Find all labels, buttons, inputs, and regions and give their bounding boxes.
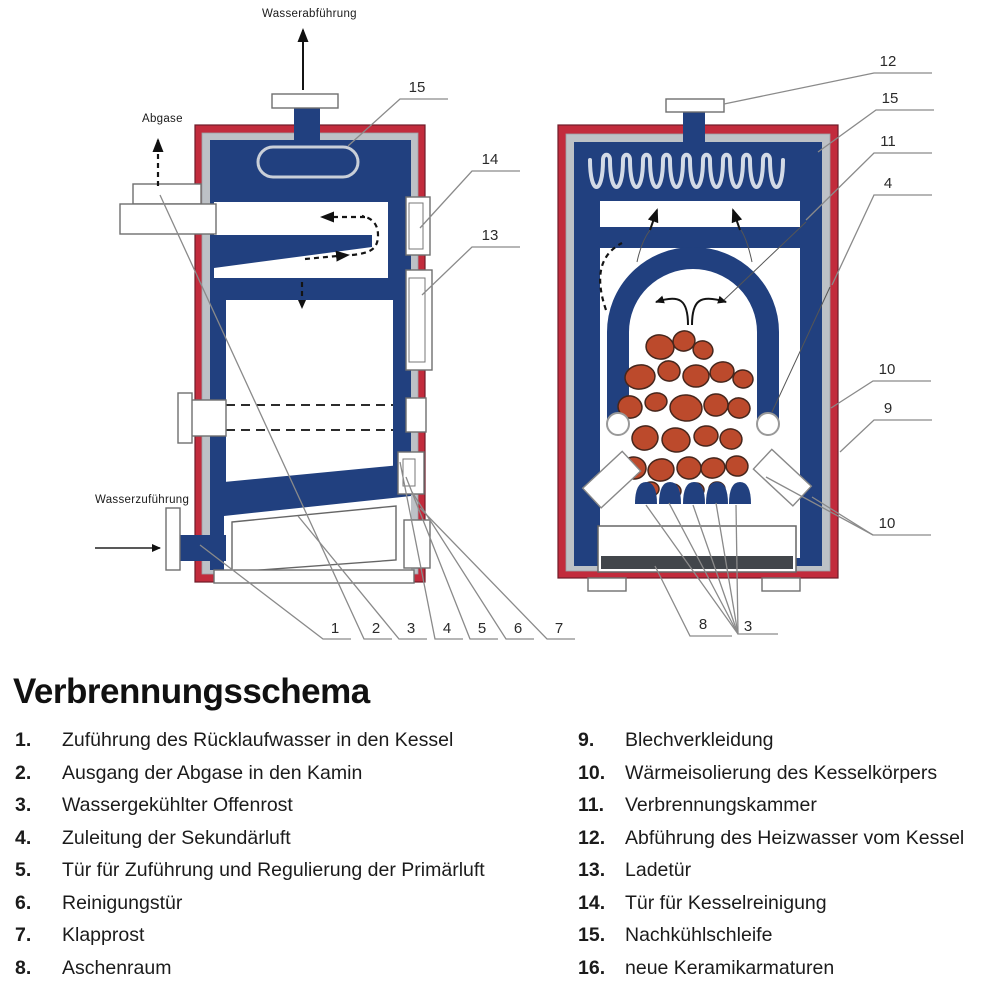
legend-item-label: Wassergekühlter Offenrost [62, 794, 293, 816]
callout-number: 8 [698, 616, 708, 633]
callout-number: 15 [881, 90, 899, 107]
boiler-foot [762, 578, 800, 591]
callout-number: 11 [880, 133, 896, 150]
legend-item-number: 11. [578, 794, 605, 816]
legend-item [578, 892, 993, 914]
legend-item-number: 4. [15, 826, 32, 849]
legend-item [578, 859, 993, 881]
callout-number: 10 [878, 361, 896, 378]
legend-item [578, 924, 993, 946]
legend-item [578, 957, 993, 979]
side-port [406, 398, 426, 432]
legend-item-label: neue Keramikarmaturen [625, 956, 835, 979]
water-inlet-label: Wasserzuführung [95, 494, 190, 506]
chimney-duct-upper [133, 184, 201, 204]
callout-number: 9 [883, 400, 893, 417]
secondary-air-opening [607, 413, 629, 435]
callout-number: 2 [371, 620, 381, 637]
legend-item-number: 15. [578, 924, 606, 946]
leader-12 [724, 73, 932, 104]
callout-number: 13 [481, 227, 499, 244]
callout-number: 3 [743, 618, 753, 635]
legend-item-label: Aschenraum [62, 956, 172, 979]
combustion-space [226, 300, 393, 482]
callout-number: 3 [406, 620, 416, 637]
water-outlet-label: Wasserabführung [262, 8, 357, 20]
callout-number: 14 [481, 151, 499, 168]
loading-door-13 [406, 270, 432, 370]
ceramic-stone [676, 456, 701, 480]
ash-drawer-strip [601, 556, 793, 569]
legend-item-number: 2. [15, 761, 32, 784]
legend-item [15, 924, 565, 946]
legend-item-label: Verbrennungskammer [625, 794, 817, 816]
callout-number: 4 [442, 620, 452, 637]
legend-item [15, 827, 565, 849]
outlet-stub [294, 108, 320, 142]
callout-number: 10 [878, 515, 896, 532]
return-water-flange [166, 508, 180, 570]
legend-item [15, 957, 565, 979]
page-title: Verbrennungsschema [13, 672, 370, 711]
legend-item-number: 3. [15, 794, 32, 816]
grate-tubes [635, 482, 751, 504]
legend-item-number: 1. [15, 729, 32, 751]
legend-item [578, 762, 993, 784]
callout-number: 5 [477, 620, 487, 637]
legend-item-label: Tür für Zuführung und Regulierung der Primärluft [62, 859, 485, 881]
legend-column-left [15, 729, 565, 989]
cleaning-door-14 [406, 197, 430, 255]
gas-collector-band [600, 201, 800, 227]
legend-item-label: Tür für Kesselreinigung [625, 891, 827, 914]
legend-column-right [578, 729, 993, 989]
ceramic-stone [683, 365, 709, 387]
heating-water-flange [666, 99, 724, 112]
legend-item [15, 729, 565, 751]
legend-item [578, 729, 993, 751]
rear-duct-flange [178, 393, 192, 443]
callout-number: 12 [879, 53, 897, 70]
legend-item-label: Abführung des Heizwasser vom Kessel [625, 826, 965, 849]
leader-14 [420, 171, 520, 228]
callout-number: 4 [883, 175, 893, 192]
legend-item-label: Ausgang der Abgase in den Kamin [62, 761, 363, 784]
callout-number: 15 [408, 79, 426, 96]
legend-item [578, 827, 993, 849]
legend-item-label: Klapprost [62, 924, 145, 946]
legend-item-label: Zuleitung der Sekundärluft [62, 826, 291, 849]
left-base-plate [214, 570, 414, 583]
legend-item-number: 12. [578, 826, 606, 849]
legend-item-number: 6. [15, 891, 32, 914]
secondary-air-opening [757, 413, 779, 435]
leader-4b [832, 195, 932, 285]
return-water-pipe [178, 535, 226, 561]
callout-number: 1 [330, 620, 340, 637]
legend-item-label: Nachkühlschleife [625, 924, 773, 946]
leader-13 [422, 247, 520, 295]
outlet-flange [272, 94, 338, 108]
legend-item [15, 859, 565, 881]
chimney-duct [120, 204, 216, 234]
legend-item-number: 5. [15, 859, 32, 881]
legend-item-number: 10. [578, 761, 606, 784]
leader-10a [831, 381, 931, 408]
legend-item-number: 8. [15, 956, 32, 979]
legend-item [578, 794, 993, 816]
legend-item-number: 13. [578, 859, 606, 881]
legend-item-number: 14. [578, 891, 606, 914]
legend-item [15, 794, 565, 816]
legend-item [15, 892, 565, 914]
legend-item-label: Reinigungstür [62, 891, 183, 914]
legend-item-number: 7. [15, 924, 32, 946]
legend-item-number: 9. [578, 729, 595, 751]
callout-number: 6 [513, 620, 523, 637]
heating-water-stub [683, 112, 705, 142]
legend-item-label: Blechverkleidung [625, 729, 774, 751]
flue-gas-label: Abgase [142, 113, 183, 125]
legend-item-label: Wärmeisolierung des Kesselkörpers [625, 761, 938, 784]
right-boiler-section [558, 99, 838, 591]
leader-9 [840, 420, 932, 452]
legend-item [15, 762, 565, 784]
callout-number: 7 [554, 620, 564, 637]
legend-item-number: 16. [578, 956, 606, 979]
boiler-foot [588, 578, 626, 591]
legend-item-label: Ladetür [625, 859, 692, 881]
legend-item-label: Zuführung des Rücklaufwasser in den Kessel [62, 729, 454, 751]
